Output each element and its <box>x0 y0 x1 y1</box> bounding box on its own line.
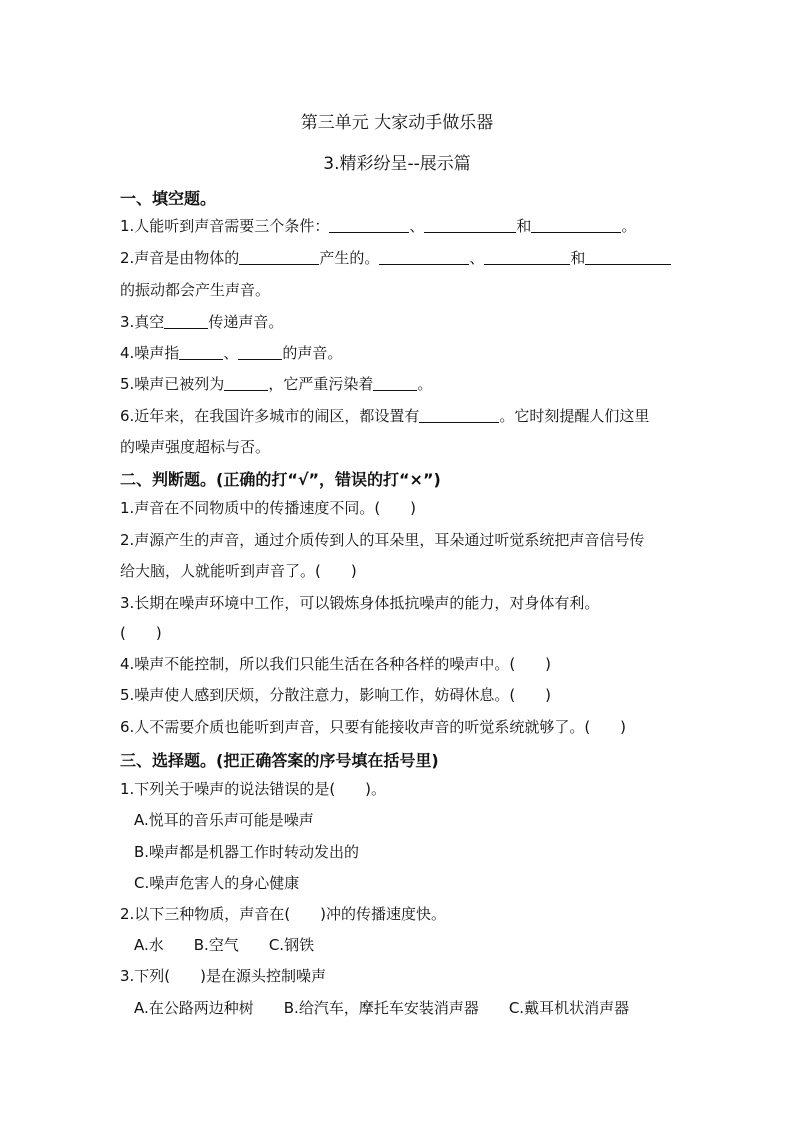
question-tf-3-cont: ( ) <box>120 624 162 642</box>
answer-blank[interactable] <box>238 345 282 360</box>
answer-blank[interactable] <box>531 218 621 233</box>
question-fill-1: 1.人能听到声音需要三个条件： 、 和 。 <box>120 217 637 235</box>
question-tf-4: 4.噪声不能控制，所以我们只能生活在各种各样的噪声中。( ) <box>120 655 552 673</box>
answer-blank[interactable] <box>379 250 469 265</box>
question-tf-3: 3.长期在噪声环境中工作，可以锻炼身体抵抗噪声的能力，对身体有利。 <box>120 594 600 612</box>
question-tf-5: 5.噪声使人感到厌烦，分散注意力，影响工作，妨碍休息。( ) <box>120 686 552 704</box>
choice-options: A.水 B.空气 C.钢铁 <box>134 936 315 954</box>
choice-options: A.在公路两边种树 B.给汽车，摩托车安装消声器 C.戴耳机状消声器 <box>134 999 630 1017</box>
choice-option: C.噪声危害人的身心健康 <box>134 874 300 892</box>
lesson-title: 3.精彩纷呈--展示篇 <box>323 154 471 174</box>
question-fill-4: 4.噪声指 、 的声音。 <box>120 344 343 362</box>
unit-title: 第三单元 大家动手做乐器 <box>300 113 494 133</box>
question-choice-1: 1.下列关于噪声的说法错误的是( )。 <box>120 780 387 798</box>
question-fill-6: 6.近年来，在我国许多城市的闹区，都设置有 。它时刻提醒人们这里 <box>120 407 650 425</box>
section-heading-choice: 三、选择题。(把正确答案的序号填在括号里) <box>120 751 439 770</box>
question-tf-1: 1.声音在不同物质中的传播速度不同。( ) <box>120 499 417 517</box>
section-heading-true-false: 二、判断题。(正确的打“√”，错误的打“×”) <box>120 470 441 489</box>
answer-blank[interactable] <box>179 345 223 360</box>
answer-blank[interactable] <box>424 218 516 233</box>
answer-blank[interactable] <box>484 250 570 265</box>
answer-blank[interactable] <box>224 376 268 391</box>
answer-blank[interactable] <box>329 218 409 233</box>
question-choice-3: 3.下列( )是在源头控制噪声 <box>120 967 327 985</box>
question-fill-3: 3.真空 传递声音。 <box>120 313 284 331</box>
question-tf-2: 2.声源产生的声音，通过介质传到人的耳朵里，耳朵通过听觉系统把声音信号传 <box>120 531 645 549</box>
question-tf-2-cont: 给大脑，人就能听到声音了。( ) <box>120 562 357 580</box>
question-fill-2: 2.声音是由物体的 产生的。 、 和 <box>120 248 671 268</box>
answer-blank[interactable] <box>164 314 208 329</box>
answer-blank[interactable] <box>585 250 671 265</box>
question-fill-5: 5.噪声已被列为 ，它严重污染着 。 <box>120 375 433 393</box>
answer-blank[interactable] <box>419 408 499 423</box>
question-choice-2: 2.以下三种物质，声音在( )冲的传播速度快。 <box>120 905 447 923</box>
choice-option: B.噪声都是机器工作时转动发出的 <box>134 843 360 861</box>
answer-blank[interactable] <box>373 376 417 391</box>
answer-blank[interactable] <box>239 250 319 265</box>
section-heading-fill-blank: 一、填空题。 <box>120 189 217 208</box>
question-tf-6: 6.人不需要介质也能听到声音，只要有能接收声音的听觉系统就够了。( ) <box>120 718 627 736</box>
question-fill-6-cont: 的噪声强度超标与否。 <box>120 438 271 456</box>
question-fill-2-cont: 的振动都会产生声音。 <box>120 281 271 299</box>
choice-option: A.悦耳的音乐声可能是噪声 <box>134 811 314 829</box>
